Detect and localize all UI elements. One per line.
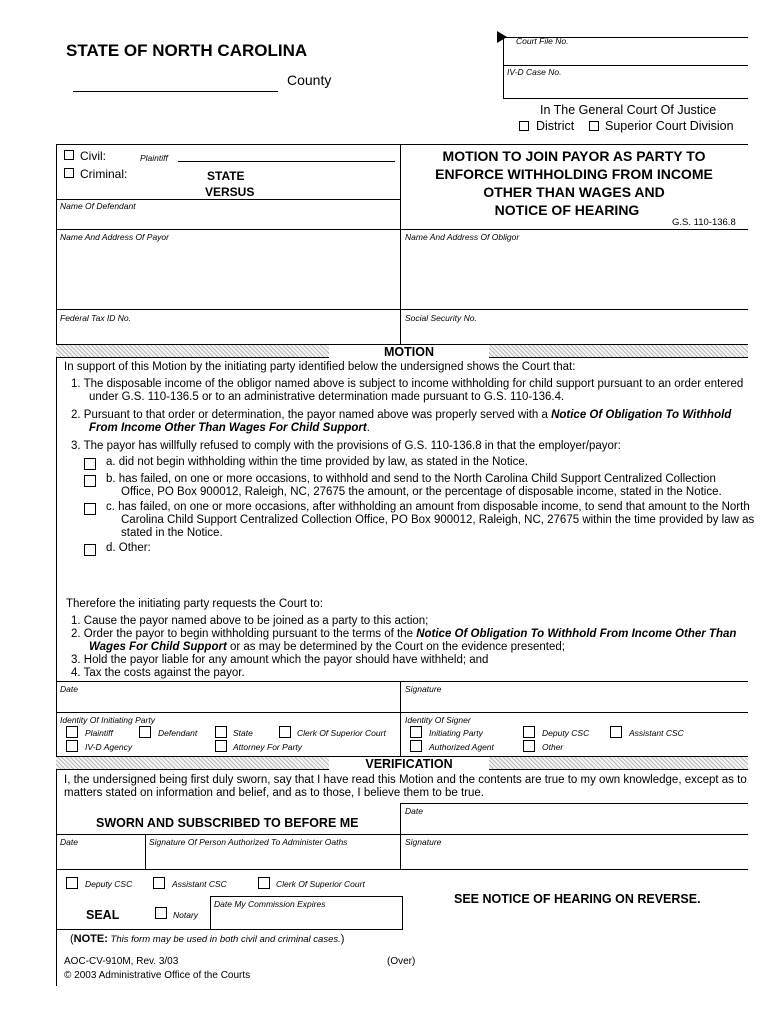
civil-checkbox[interactable] xyxy=(64,150,74,160)
note-close: ) xyxy=(340,933,345,945)
motion-p2-text: 2. Pursuant to that order or determination, the payor named above was properly served with a xyxy=(71,409,552,421)
assistant-csc-checkbox[interactable] xyxy=(610,726,622,738)
request-2-line2 xyxy=(89,641,565,653)
verification-line1: I, the undersigned being first duly sworn, say that I have read this Motion and the contents are true to my own knowledge, except as to xyxy=(64,774,747,786)
left-border xyxy=(56,144,57,349)
court-file-label: Court File No. xyxy=(516,36,569,46)
see-notice: SEE NOTICE OF HEARING ON REVERSE. xyxy=(454,892,701,906)
notary-label: Notary xyxy=(173,910,199,920)
sig-top xyxy=(56,681,748,682)
clerk-checkbox[interactable] xyxy=(279,726,291,738)
verif-deputy-csc: Deputy CSC xyxy=(85,879,133,889)
state-option: State xyxy=(233,728,253,738)
file-box-bottom xyxy=(503,98,748,99)
initiating-party-label: Identity Of Initiating Party xyxy=(60,715,155,725)
verif-signature-label: Signature xyxy=(405,837,442,847)
item-c-line3: stated in the Notice. xyxy=(121,527,223,539)
plaintiff-checkbox[interactable] xyxy=(66,726,78,738)
motion-bar xyxy=(56,344,748,358)
left-border-lower xyxy=(56,358,57,986)
sworn-line xyxy=(56,834,748,835)
signer-label: Identity Of Signer xyxy=(405,715,471,725)
authorized-agent-checkbox[interactable] xyxy=(410,740,422,752)
file-box-mid xyxy=(503,65,748,66)
commission-left xyxy=(210,896,211,930)
item-d-checkbox[interactable] xyxy=(84,544,96,556)
ssn-label: Social Security No. xyxy=(405,313,477,323)
motion-intro: In support of this Motion by the initiating party identified below the undersigned shows the Court that: xyxy=(64,361,576,373)
seal-label: SEAL xyxy=(86,908,120,922)
verif-clerk: Clerk Of Superior Court xyxy=(276,879,365,889)
defendant-option: Defendant xyxy=(158,728,198,738)
statute: G.S. 110-136.8 xyxy=(672,217,736,228)
criminal-checkbox[interactable] xyxy=(64,168,74,178)
form-title xyxy=(400,147,748,219)
copyright: © 2003 Administrative Office of the Courts xyxy=(64,970,251,981)
civil-label: Civil: xyxy=(80,149,106,163)
request-2-line1 xyxy=(71,628,736,640)
attorney-checkbox[interactable] xyxy=(215,740,227,752)
attorney-option: Attorney For Party xyxy=(233,742,302,752)
motion-p2-end: . xyxy=(366,422,370,434)
authorized-signature-label: Signature Of Person Authorized To Administer Oaths xyxy=(149,837,348,847)
payor-label: Name And Address Of Payor xyxy=(60,232,169,242)
request-4: 4. Tax the costs against the payor. xyxy=(71,667,245,679)
commission-top xyxy=(210,896,402,897)
superior-checkbox[interactable] xyxy=(589,121,599,131)
ivd-agency-option: IV-D Agency xyxy=(85,742,133,752)
other-checkbox[interactable] xyxy=(523,740,535,752)
verif-deputy-csc-checkbox[interactable] xyxy=(66,877,78,889)
form-title-line4: NOTICE OF HEARING xyxy=(494,202,640,218)
form-title-line3: OTHER THAN WAGES AND xyxy=(483,184,665,200)
state-checkbox[interactable] xyxy=(215,726,227,738)
form-title-line2: ENFORCE WITHHOLDING FROM INCOME xyxy=(435,166,713,182)
sworn-bottom xyxy=(56,869,748,870)
item-a-checkbox[interactable] xyxy=(84,458,96,470)
verif-divider xyxy=(400,803,401,870)
form-title-line1: MOTION TO JOIN PAYOR AS PARTY TO xyxy=(442,148,706,164)
motion-p3: 3. The payor has willfully refused to comply with the provisions of G.S. 110-136.8 in that the employer/payor: xyxy=(71,440,621,452)
tax-line xyxy=(56,309,748,310)
obligor-label: Name And Address Of Obligor xyxy=(405,232,520,242)
item-b-line2: Office, PO Box 900012, Raleigh, NC, 27675 the amount, or the percentage of disposable income, stated in the Notice. xyxy=(121,486,722,498)
item-c-checkbox[interactable] xyxy=(84,503,96,515)
state-title: STATE OF NORTH CAROLINA xyxy=(66,41,308,60)
versus-line xyxy=(56,199,400,200)
item-b-line1: b. has failed, on one or more occasions, to withhold and send to the North Carolina Child Support Centralized Collection xyxy=(106,473,716,485)
request-2-bold2: Wages For Child Support xyxy=(89,641,227,653)
commission-label: Date My Commission Expires xyxy=(214,899,326,909)
tax-id-label: Federal Tax ID No. xyxy=(60,313,132,323)
sworn-heading: SWORN AND SUBSCRIBED TO BEFORE ME xyxy=(96,816,359,830)
plaintiff-line xyxy=(178,161,395,162)
file-box-left xyxy=(503,37,504,98)
parties-top xyxy=(56,229,748,230)
authorized-agent-option: Authorized Agent xyxy=(429,742,494,752)
motion-p1-line2: under G.S. 110-136.5 or to an administrative determination made pursuant to G.S. 110-136.4. xyxy=(89,391,565,403)
identity-top xyxy=(56,712,748,713)
item-b-checkbox[interactable] xyxy=(84,475,96,487)
therefore: Therefore the initiating party requests the Court to: xyxy=(66,598,323,610)
verif-date-label: Date xyxy=(405,806,423,816)
request-2-bold: Notice Of Obligation To Withhold From Income Other Than xyxy=(416,628,737,640)
deputy-csc-checkbox[interactable] xyxy=(523,726,535,738)
assistant-csc-option: Assistant CSC xyxy=(629,728,684,738)
initiating-party-checkbox[interactable] xyxy=(410,726,422,738)
motion-heading: MOTION xyxy=(329,345,489,359)
request-1: 1. Cause the payor named above to be joined as a party to this action; xyxy=(71,615,429,627)
note-text: This form may be used in both civil and criminal cases. xyxy=(107,934,341,945)
sig-divider xyxy=(400,681,401,756)
motion-p2-line2 xyxy=(89,422,370,434)
verif-date-top xyxy=(400,803,748,804)
defendant-label: Name Of Defendant xyxy=(60,201,136,211)
verification-bar xyxy=(56,756,748,770)
defendant-checkbox[interactable] xyxy=(139,726,151,738)
pointer-icon xyxy=(496,30,508,44)
commission-right xyxy=(402,896,403,930)
criminal-label: Criminal: xyxy=(80,167,128,181)
note xyxy=(70,933,344,945)
court-name: In The General Court Of Justice xyxy=(540,103,717,117)
county-line xyxy=(73,91,278,92)
county-label: County xyxy=(287,72,332,88)
ivd-case-label: IV-D Case No. xyxy=(507,67,562,77)
ivd-agency-checkbox[interactable] xyxy=(66,740,78,752)
commission-bottom xyxy=(56,929,402,930)
over-label: (Over) xyxy=(387,956,416,967)
caption-top xyxy=(56,144,748,145)
date-label: Date xyxy=(60,684,78,694)
note-open: ( xyxy=(70,933,74,945)
verif-assistant-csc: Assistant CSC xyxy=(172,879,227,889)
verification-heading: VERIFICATION xyxy=(329,757,489,771)
notary-checkbox[interactable] xyxy=(155,907,167,919)
clerk-option: Clerk Of Superior Court xyxy=(297,728,386,738)
request-3: 3. Hold the payor liable for any amount which the payor should have withheld; and xyxy=(71,654,489,666)
superior-label: Superior Court Division xyxy=(605,119,734,133)
item-d: d. Other: xyxy=(106,542,151,554)
form-number: AOC-CV-910M, Rev. 3/03 xyxy=(64,956,179,967)
motion-p2-bold2: From Income Other Than Wages For Child Support xyxy=(89,422,367,434)
request-2-text: 2. Order the payor to begin withholding pursuant to the terms of the xyxy=(71,628,417,640)
request-2-end: or as may be determined by the Court on the evidence presented; xyxy=(226,641,565,653)
deputy-csc-option: Deputy CSC xyxy=(542,728,590,738)
verif-assistant-csc-checkbox[interactable] xyxy=(153,877,165,889)
note-bold: NOTE: xyxy=(73,933,108,945)
signature-label: Signature xyxy=(405,684,442,694)
sworn-date-divider xyxy=(145,834,146,870)
initiating-party-option: Initiating Party xyxy=(429,728,483,738)
verif-clerk-checkbox[interactable] xyxy=(258,877,270,889)
item-a: a. did not begin withholding within the time provided by law, as stated in the Notice. xyxy=(106,456,528,468)
other-option: Other xyxy=(542,742,564,752)
district-checkbox[interactable] xyxy=(519,121,529,131)
plaintiff-option: Plaintiff xyxy=(85,728,113,738)
versus-label: VERSUS xyxy=(205,185,255,199)
item-c-line2: Carolina Child Support Centralized Collection Office, PO Box 900012, Raleigh, NC, 27675 within the time provided by law as xyxy=(121,514,755,526)
plaintiff-value: STATE xyxy=(207,169,245,183)
verification-line2: matters stated on information and belief, and as to those, I believe them to be true. xyxy=(64,787,484,799)
plaintiff-label: Plaintiff xyxy=(140,153,168,163)
district-label: District xyxy=(536,119,575,133)
motion-p2-line1 xyxy=(71,409,731,421)
motion-p2-bold: Notice Of Obligation To Withhold xyxy=(551,409,732,421)
item-c-line1: c. has failed, on one or more occasions, after withholding an amount from disposable income, to send that amount to the North xyxy=(106,501,750,513)
sworn-date-label: Date xyxy=(60,837,78,847)
motion-p1-line1: 1. The disposable income of the obligor named above is subject to income withholding for child support pursuant to an order entered xyxy=(71,378,744,390)
